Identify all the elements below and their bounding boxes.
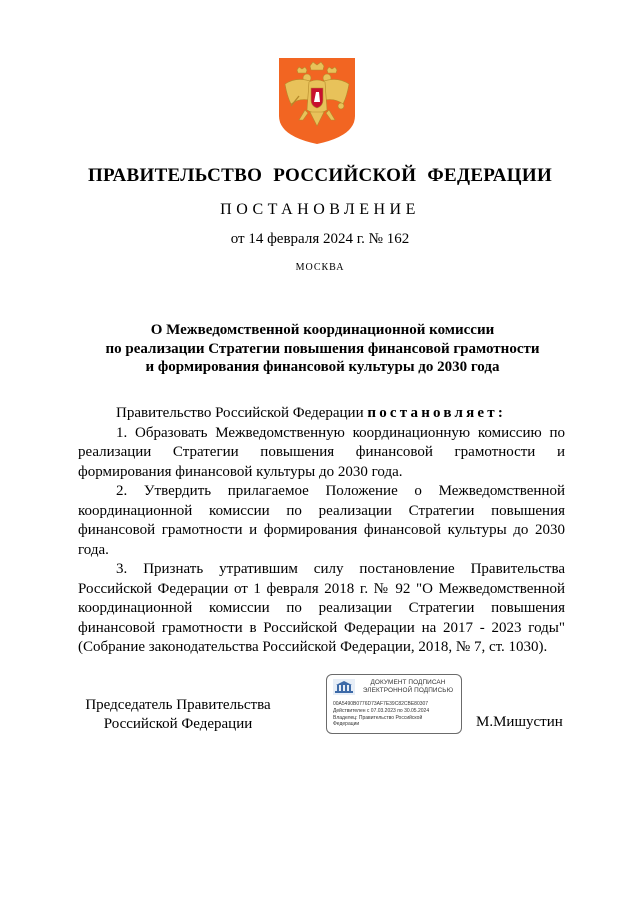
title-line: О Межведомственной координационной комиссии	[150, 322, 495, 338]
resolution-item-3: 3. Признать утратившим силу постановление Правительства Российской Федерации от 1 февраля 2018 г. № 92 "О Межведомственной координационной комиссии по реализации Стратегии повышения финансовой грамотности в Российской Федерации на 2017 - 2023 годы" (Собрание законодательства Российской Федерации, 2018, № 7, ст. 1030).	[78, 561, 565, 655]
stamp-heading	[357, 679, 459, 694]
document-city: МОСКВА	[295, 262, 345, 273]
signer-position-line: Российской Федерации	[103, 716, 253, 732]
stamp-owner: Федерации	[333, 721, 360, 727]
resolution-item-1: 1. Образовать Межведомственную координационную комиссию по реализации Стратегии повышения финансовой грамотности и формирования финансовой культуры до 2030 года.	[78, 424, 565, 480]
signer-position-line: Председатель Правительства	[85, 697, 271, 713]
intro-text: Правительство Российской Федерации	[116, 405, 368, 421]
intro-paragraph	[78, 404, 565, 424]
signer-position	[78, 696, 278, 734]
electronic-signature-stamp	[326, 674, 462, 734]
document-type: ПОСТАНОВЛЕНИЕ	[220, 201, 420, 218]
document-body	[78, 404, 565, 658]
stamp-heading-line: ДОКУМЕНТ ПОДПИСАН	[370, 679, 446, 686]
building-icon	[333, 679, 355, 695]
document-title	[80, 321, 565, 377]
signer-name: М.Мишустин	[476, 714, 563, 730]
coat-of-arms-icon	[277, 56, 357, 146]
stamp-heading-line: ЭЛЕКТРОННОЙ ПОДПИСЬЮ	[362, 686, 454, 694]
stamp-certificate: 00A5490B0776D73AF7E39C82CBE80307	[333, 701, 429, 707]
document-date-number: от 14 февраля 2024 г. № 162	[230, 231, 410, 247]
government-name: ПРАВИТЕЛЬСТВО РОССИЙСКОЙ ФЕДЕРАЦИИ	[87, 165, 553, 186]
stamp-validity: Действителен с 07.03.2023 по 30.05.2024	[333, 708, 430, 714]
stamp-owner: Владелец: Правительство Российской	[333, 715, 423, 721]
resolution-item-2: 2. Утвердить прилагаемое Положение о Межведомственной координационной комиссии по реализации Стратегии повышения финансовой грамотности и формирования финансовой культуры до 2030 года.	[78, 483, 565, 558]
title-line: и формирования финансовой культуры до 2030 года	[145, 359, 500, 375]
resolves-word: постановляет:	[367, 405, 507, 421]
title-line: по реализации Стратегии повышения финансовой грамотности	[105, 340, 540, 357]
